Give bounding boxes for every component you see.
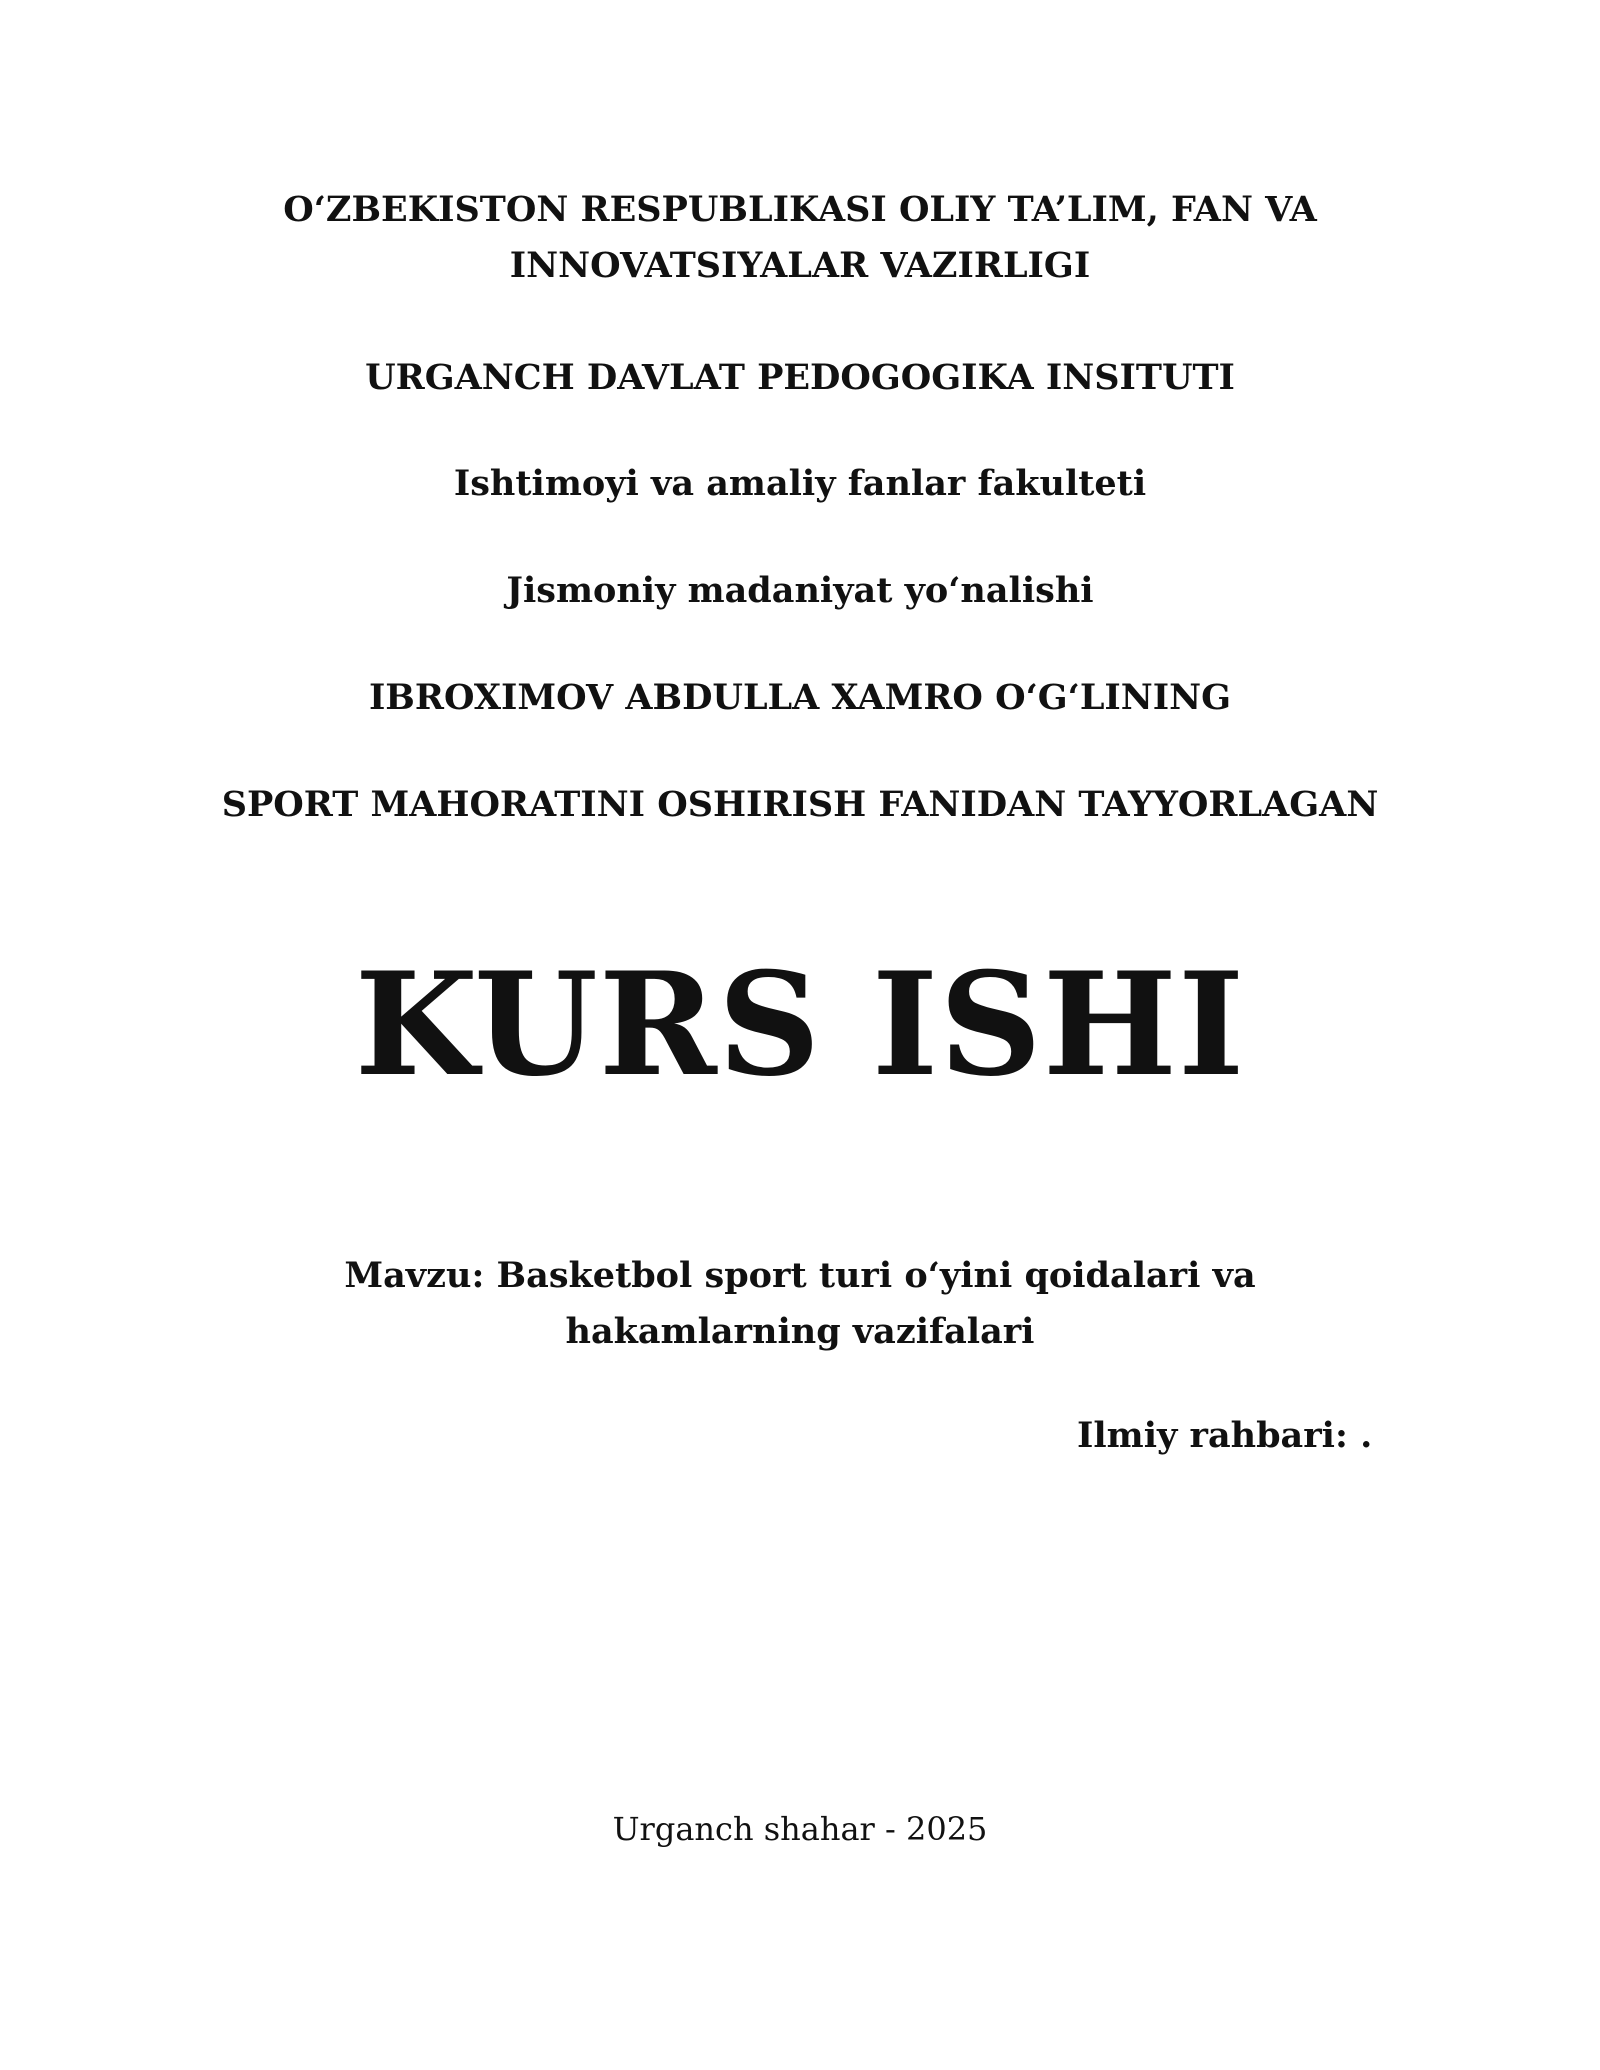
faculty-name: Ishtimoyi va amaliy fanlar fakulteti xyxy=(453,463,1147,504)
institute-name: URGANCH DAVLAT PEDOGOGIKA INSITUTI xyxy=(365,357,1235,398)
city-year-footer: Urganch shahar - 2025 xyxy=(612,1810,988,1848)
ministry-line-1: O‘ZBEKISTON RESPUBLIKASI OLIY TA’LIM, FAN VA xyxy=(283,189,1317,230)
topic-line-2: hakamlarning vazifalari xyxy=(565,1311,1035,1352)
student-name: IBROXIMOV ABDULLA XAMRO O‘G‘LINING xyxy=(368,677,1232,718)
direction-name: Jismoniy madaniyat yo‘nalishi xyxy=(506,570,1094,611)
ministry-line-2: INNOVATSIYALAR VAZIRLIGI xyxy=(509,245,1091,286)
subject-line: SPORT MAHORATINI OSHIRISH FANIDAN TAYYORLAGAN xyxy=(221,784,1379,825)
topic-heading xyxy=(0,1248,1600,1360)
document-title: KURS ISHI xyxy=(354,942,1246,1108)
topic-line-1: Mavzu: Basketbol sport turi o‘yini qoidalari va xyxy=(344,1255,1256,1296)
ministry-heading xyxy=(0,182,1600,294)
supervisor-label: Ilmiy rahbari: . xyxy=(1077,1415,1373,1456)
